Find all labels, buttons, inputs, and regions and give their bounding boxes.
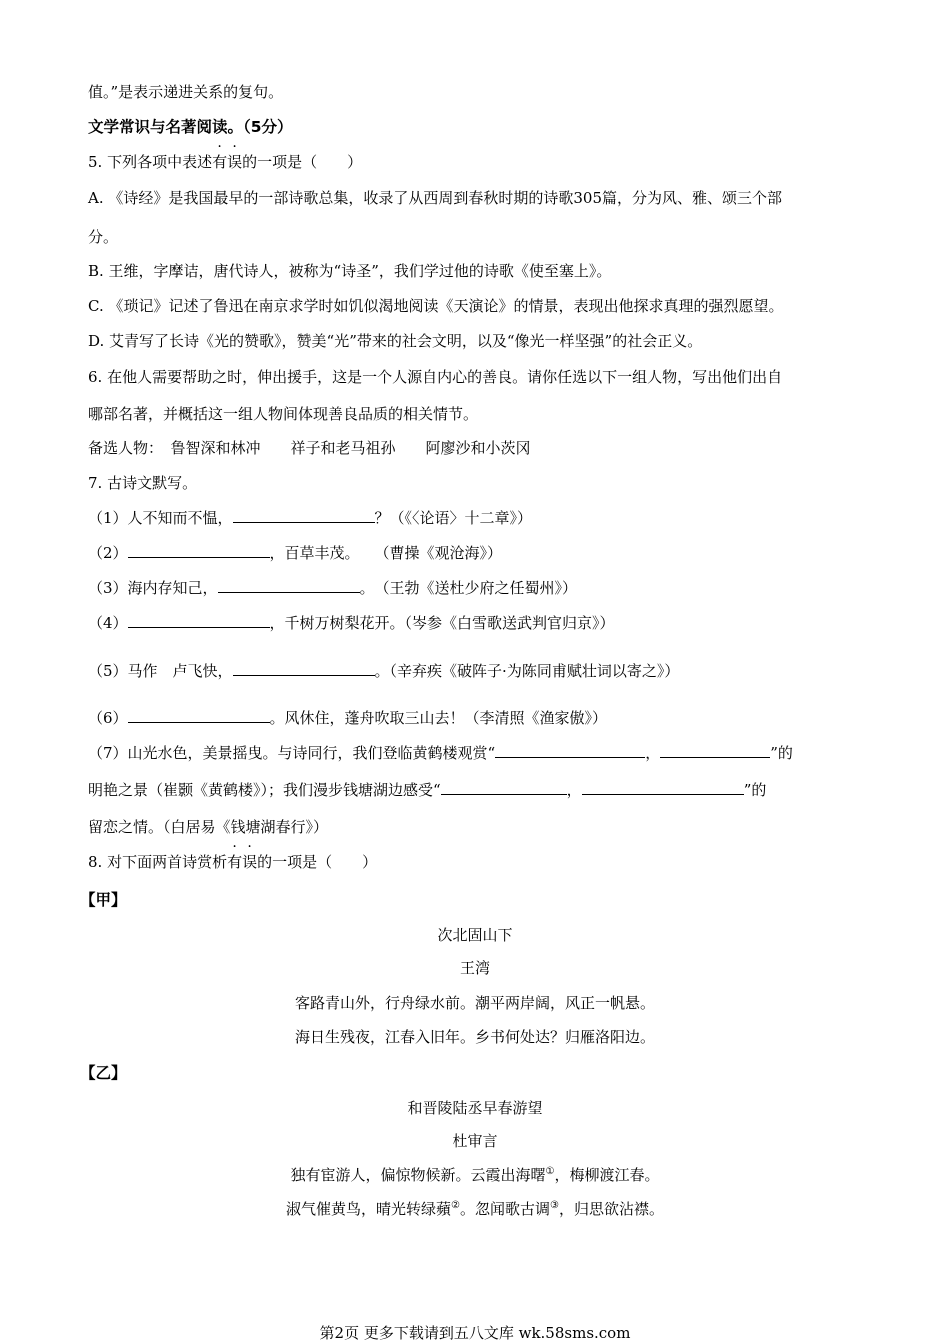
answer-blank[interactable] [218,578,360,593]
poem1-author: 王湾 [459,959,490,977]
section-title: 文学常识与名著阅读。（5分） [88,118,293,136]
q7-item-5: （5）马作 卢飞快， 。（辛弃疾《破阵子·为陈同甫赋壮词以寄之》） [88,662,680,680]
emphasis-char: 误 [242,853,258,871]
answer-blank[interactable] [582,780,744,795]
poem1-title: 次北固山下 [437,926,513,944]
q7-item-1: （1）人不知而不愠， ？（《〈论语〉十二章》） [88,509,533,527]
answer-blank[interactable] [128,543,270,558]
q6-candidates: 备选人物： 鲁智深和林冲 祥子和老马祖孙 阿廖沙和小茨冈 [88,439,531,457]
answer-blank[interactable] [233,661,375,676]
poem1-line-1: 客路青山外，行舟绿水前。潮平两岸阔，风正一帆悬。 [294,994,655,1012]
footnote-marker: ② [451,1200,460,1211]
answer-blank[interactable] [233,508,375,523]
poem2-title: 和晋陵陆丞早春游望 [407,1099,543,1117]
poem2-line-2: 淑气催黄鸟，晴光转绿蘋②。忽闻歌古调③，归思欲沾襟。 [286,1200,664,1218]
q5-stem: 5. 下列各项中表述有误的一项是（ ） [88,153,363,171]
q7-item-4: （4） ，千树万树梨花开。（岑参《白雪歌送武判官归京》） [88,614,615,632]
answer-blank[interactable] [495,743,645,758]
q5-option-a: A. 《诗经》是我国最早的一部诗歌总集，收录了从西周到春秋时期的诗歌305篇，分为风、雅、颂三个部 [88,189,783,207]
q8-stem: 8. 对下面两首诗赏析有误的一项是（ ） [88,853,378,871]
emphasis-char: 误 [227,153,243,171]
q7-item-2: （2） ，百草丰茂。 （曹操《观沧海》） [88,544,503,562]
intro-tail: 值。”是表示递进关系的复句。 [88,83,284,101]
poem2-line-1: 独有宦游人，偏惊物候新。云霞出海曙①，梅柳渡江春。 [290,1166,660,1184]
poem1-line-2: 海日生残夜，江春入旧年。乡书何处达？归雁洛阳边。 [294,1028,655,1046]
q5-option-d: D. 艾青写了长诗《光的赞歌》，赞美“光”带来的社会文明，以及“像光一样坚强”的社会正义。 [88,332,703,350]
q6-stem-cont: 哪部名著，并概括这一组人物间体现善良品质的相关情节。 [88,405,479,423]
answer-blank[interactable] [128,708,270,723]
q5-option-c: C. 《琐记》记述了鲁迅在南京求学时如饥似渴地阅读《天演论》的情景，表现出他探求真理的强烈愿望。 [88,297,784,315]
q5-option-b: B. 王维，字摩诘，唐代诗人，被称为“诗圣”，我们学过他的诗歌《使至塞上》。 [88,262,612,280]
q7-item-7: （7）山光水色，美景摇曳。与诗同行，我们登临黄鹤楼观赏“ ， ”的 [88,744,793,762]
q7-title: 7. 古诗文默写。 [88,474,198,492]
footnote-marker: ① [545,1166,555,1177]
emphasis-char: 有 [227,853,243,871]
q7-item-6: （6） 。风休住，蓬舟吹取三山去！（李清照《渔家傲》） [88,709,608,727]
answer-blank[interactable] [660,743,770,758]
answer-blank[interactable] [441,780,567,795]
q7-item-7-end: 留恋之情。（白居易《钱塘湖春行》） [88,818,329,836]
answer-blank[interactable] [128,613,270,628]
emphasis-char: 有 [212,153,228,171]
page-footer: 第2页 更多下载请到五八文库 wk.58sms.com [319,1324,631,1342]
poem2-author: 杜审言 [452,1132,498,1150]
q6-stem: 6. 在他人需要帮助之时，伸出援手，这是一个人源自内心的善良。请你任选以下一组人物，写出他们出自 [88,368,783,386]
q5-option-a-cont: 分。 [88,228,119,246]
label-yi: 【乙】 [80,1064,127,1082]
footnote-marker: ③ [550,1200,559,1211]
q7-item-7-cont: 明艳之景（崔颢《黄鹤楼》）；我们漫步钱塘湖边感受“ ， ”的 [88,781,767,799]
q7-item-3: （3）海内存知己， 。 （王勃《送杜少府之任蜀州》） [88,579,578,597]
label-jia: 【甲】 [80,891,127,909]
